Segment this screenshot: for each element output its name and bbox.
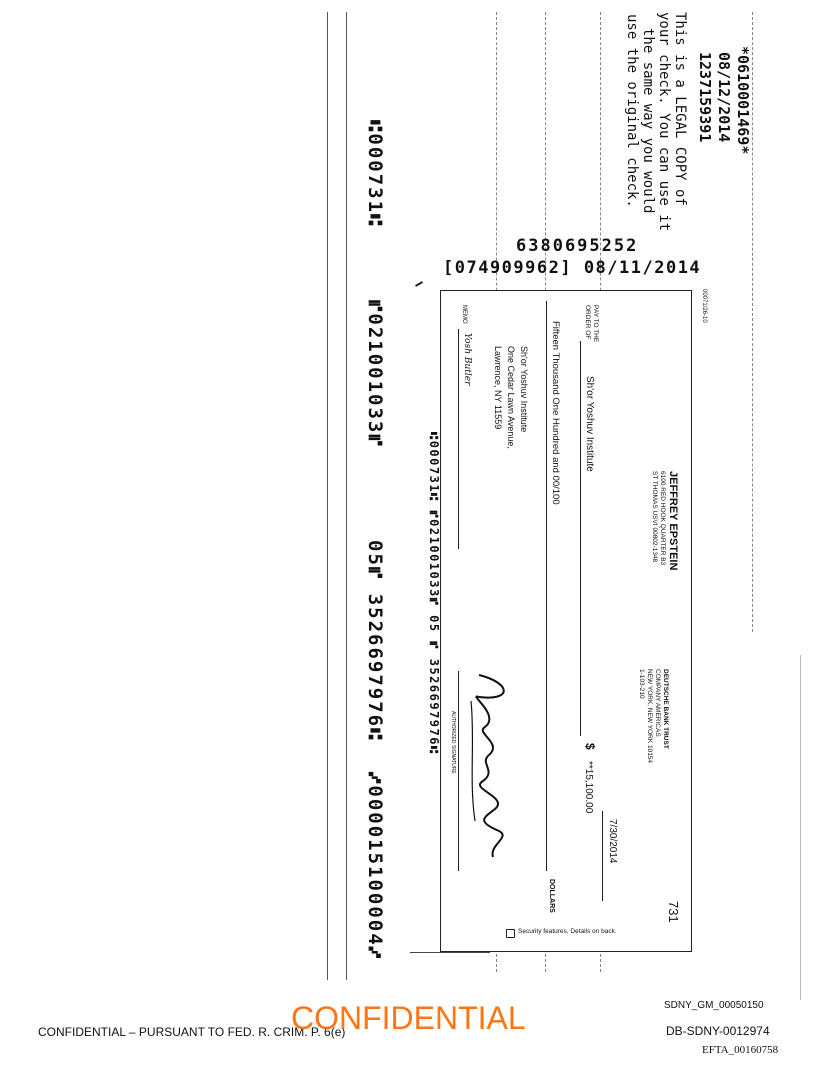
check-date: 7/30/2014 [607, 819, 618, 864]
bank-address: COMPANY AMERICAS [654, 669, 661, 737]
scan-edge-line [752, 12, 753, 632]
payee-line [580, 341, 581, 736]
scan-edge-line [327, 12, 328, 980]
bank-address: NEW YORK, NEW YORK 10154 [646, 669, 653, 764]
memo-value: Yosh Butler [462, 333, 472, 386]
payer-address: 6100 RED HOOK QUARTER B3 [659, 471, 666, 566]
bank-name: DEUTSCHE BANK TRUST [662, 669, 669, 749]
bates-gm: SDNY_GM_00050150 [664, 1000, 764, 1011]
payee-address: Sh'or Yoshuv Institute [519, 346, 529, 433]
legal-copy-notice-line: use the original check. [624, 14, 640, 208]
payee-name: Sh'or Yoshuv Institute [584, 376, 595, 472]
bank-routing-fraction: 1-103-210 [638, 669, 645, 699]
authorized-signature-label: AUTHORIZED SIGNATURE [450, 711, 456, 774]
scan-mark [410, 952, 490, 953]
dollars-label: DOLLARS [548, 879, 555, 913]
confidential-legend: CONFIDENTIAL – PURSUANT TO FED. R. CRIM. P. 6(e) [38, 1025, 346, 1039]
security-note: Security features. Details on back. [518, 928, 617, 935]
payee-address: Lawrence, NY 11559 [493, 346, 503, 430]
micr-routing-date: [074909962] 08/11/2014 [443, 258, 702, 278]
bates-db: DB-SDNY-0012974 [666, 1024, 770, 1038]
memo-line [458, 329, 459, 549]
signature-line [458, 671, 459, 871]
micr-sequence: 6380695252 [516, 236, 639, 256]
scan-mark [415, 281, 423, 287]
micr-account: 05⑈ 3526697976⑆ [364, 540, 386, 742]
scan-edge-line [346, 12, 347, 980]
legal-copy-notice-line: your check. You can use it [656, 12, 672, 232]
micr-amount: ⑇000015100004⑇ [364, 772, 386, 961]
amount-words-line [546, 301, 547, 871]
micr-serial: ⑆000731⑆ [364, 120, 386, 228]
payer-name: JEFFREY EPSTEIN [667, 471, 679, 571]
legal-copy-header-date: 08/12/2014 [715, 52, 733, 143]
amount-symbol: $ [583, 743, 597, 750]
legal-copy-header-number: 1237159391 [696, 52, 714, 143]
payer-address: ST THOMAS USVI 00802-1348 [651, 471, 658, 563]
security-lock-icon [506, 929, 515, 938]
confidential-watermark: CONFIDENTIAL [291, 1000, 526, 1036]
signature-scribble [459, 671, 519, 861]
check-amount: **15,100.00 [583, 761, 594, 814]
micr-routing: ⑈021001033⑈ [364, 300, 386, 448]
amount-in-words: Fifteen Thousand One Hundred and 00/100 [550, 321, 561, 505]
bank-fraction-code: 00071/26-10 [701, 289, 707, 323]
legal-copy-notice-line: the same way you would [640, 28, 656, 214]
date-underline [602, 811, 603, 901]
legal-copy-notice-line: This is a LEGAL COPY of [672, 12, 688, 206]
pay-to-label: PAY TO THE [592, 305, 599, 343]
pay-to-label: ORDER OF [584, 305, 591, 340]
payee-address: One Cedar Lawn Avenue, [506, 346, 516, 449]
bates-efta: EFTA_00160758 [702, 1044, 779, 1056]
memo-label: MEMO [461, 305, 467, 324]
check-micr-line: ⑆000731⑆ ⑈021001033⑈ 05 ⑈ 3526697976⑆ [427, 432, 441, 755]
legal-copy-header-id: *0610001469* [734, 46, 752, 155]
scan-edge-line [800, 655, 801, 1000]
check-number: 731 [666, 901, 681, 923]
check-image [440, 289, 707, 952]
